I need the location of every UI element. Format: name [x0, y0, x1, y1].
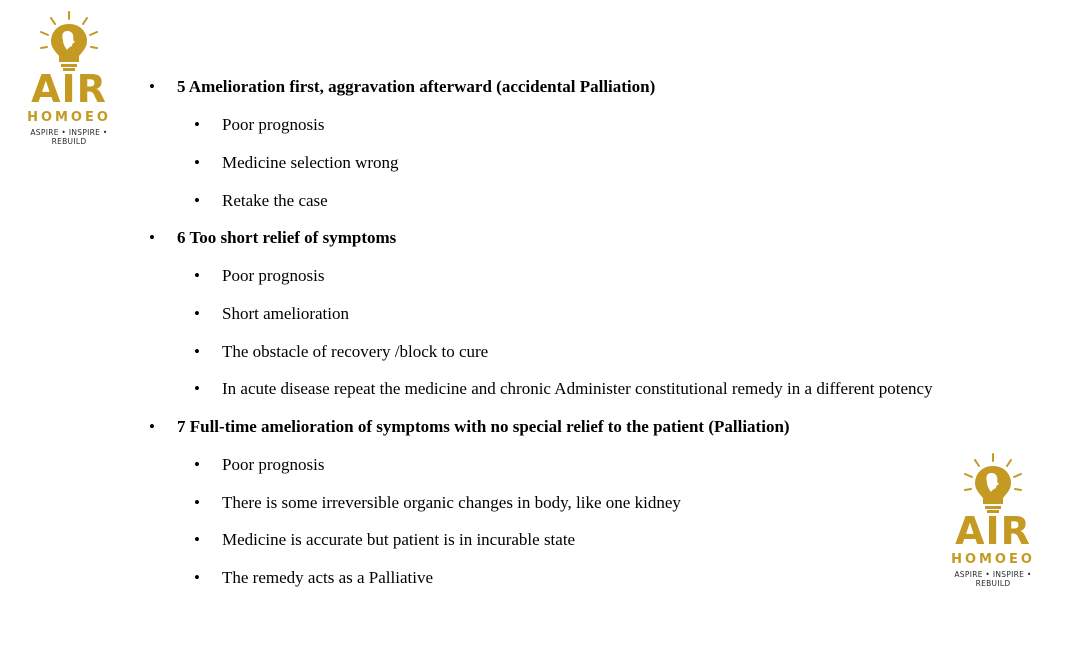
- list-item-text: Poor prognosis: [222, 455, 325, 474]
- list-item-text: Poor prognosis: [222, 266, 325, 285]
- logo-subname: HOMOEO: [27, 110, 111, 125]
- list-item-text: Short amelioration: [222, 304, 350, 323]
- list-item-text: There is some irreversible organic changes in body, like one kidney: [222, 493, 681, 512]
- bullet: •: [194, 455, 200, 474]
- section-heading-text: 6 Too short relief of symptoms: [177, 228, 397, 247]
- bullet: •: [194, 379, 200, 398]
- logo-tagline: ASPIRE • INSPIRE • REBUILD: [30, 128, 108, 146]
- bullet: •: [194, 115, 200, 134]
- bullet: •: [194, 530, 200, 549]
- list-item-text: Poor prognosis: [222, 115, 325, 134]
- bullet: •: [149, 228, 155, 247]
- logo-name: AIR: [955, 509, 1031, 553]
- bullet: •: [149, 77, 155, 96]
- logo-tagline: ASPIRE • INSPIRE • REBUILD: [954, 570, 1032, 588]
- bullet: •: [194, 568, 200, 587]
- list-item-text: Medicine is accurate but patient is in incurable state: [222, 530, 576, 549]
- bullet: •: [194, 191, 200, 210]
- section-heading-text: 7 Full-time amelioration of symptoms with no special relief to the patient (Palliation): [177, 417, 790, 436]
- bullet: •: [194, 304, 200, 323]
- lightbulb-face-icon: [37, 10, 101, 72]
- section-heading-text: 5 Amelioration first, aggravation afterward (accidental Palliation): [177, 77, 656, 96]
- bullet: •: [194, 153, 200, 172]
- air-homoeo-logo-top-left: [14, 10, 124, 146]
- logo-subname: HOMOEO: [951, 552, 1035, 567]
- bullet: •: [194, 266, 200, 285]
- logo-name: AIR: [31, 67, 107, 111]
- list-item-text: In acute disease repeat the medicine and chronic Administer constitutional remedy in a different potency: [222, 379, 933, 398]
- air-homoeo-logo-bottom-right: [938, 452, 1048, 588]
- list-item-text: The obstacle of recovery /block to cure: [222, 342, 489, 361]
- list-item-text: Retake the case: [222, 191, 328, 210]
- list-item-text: Medicine selection wrong: [222, 153, 399, 172]
- bullet: •: [149, 417, 155, 436]
- lightbulb-face-icon: [961, 452, 1025, 514]
- bullet: •: [194, 493, 200, 512]
- bullet: •: [194, 342, 200, 361]
- list-item-text: The remedy acts as a Palliative: [222, 568, 433, 587]
